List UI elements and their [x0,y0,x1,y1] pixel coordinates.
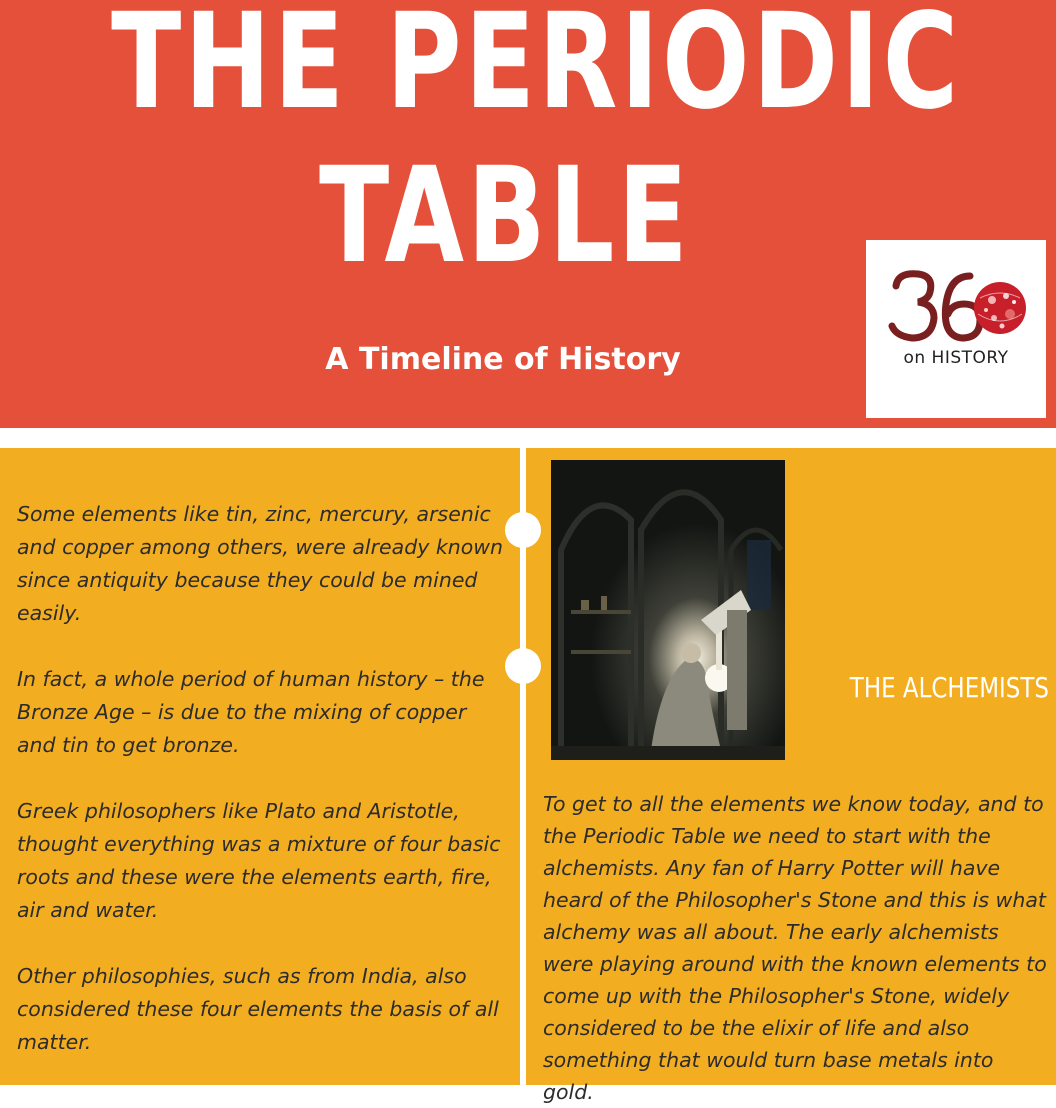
left-column-text [17,498,511,1092]
page-subtitle: A Timeline of History [325,342,681,377]
page-title-line-2: TABLE [319,139,691,293]
left-paragraph-4: Other philosophies, such as from India, also considered these four elements the basis of all matter. [17,964,499,1054]
right-column-text: To get to all the elements we know today, and to the Periodic Table we need to start with the alchemists. Any fan of Harry Potter will have heard of the Philosopher's Stone and this is what alchemy was all about. The early alchemists were playing around with the known elements to come up with the Philosopher's Stone, widely considered to be the elixir of life and also something that would turn base metals into gold. [543,792,1047,1104]
content-area [0,448,1056,1104]
alchemist-painting-image [551,460,785,760]
logo-360-on-history [866,240,1046,418]
left-paragraph-1: Some elements like tin, zinc, mercury, arsenic and copper among others, were already known since antiquity because they could be mined easily. [17,502,504,625]
header-banner [0,0,1056,428]
section-heading-alchemists: THE ALCHEMISTS [849,671,1049,704]
page-title-line-1: THE PERIODIC [111,0,962,139]
logo-360-icon [888,268,1028,348]
left-paragraph-3: Greek philosophers like Plato and Aristotle, thought everything was a mixture of four basic roots and these were the elements earth, fire, air and water. [17,799,501,922]
alchemist-painting-icon [551,460,785,760]
logo-caption: on HISTORY [903,348,1009,368]
left-paragraph-2: In fact, a whole period of human history – the Bronze Age – is due to the mixing of copper and tin to get bronze. [17,667,485,757]
